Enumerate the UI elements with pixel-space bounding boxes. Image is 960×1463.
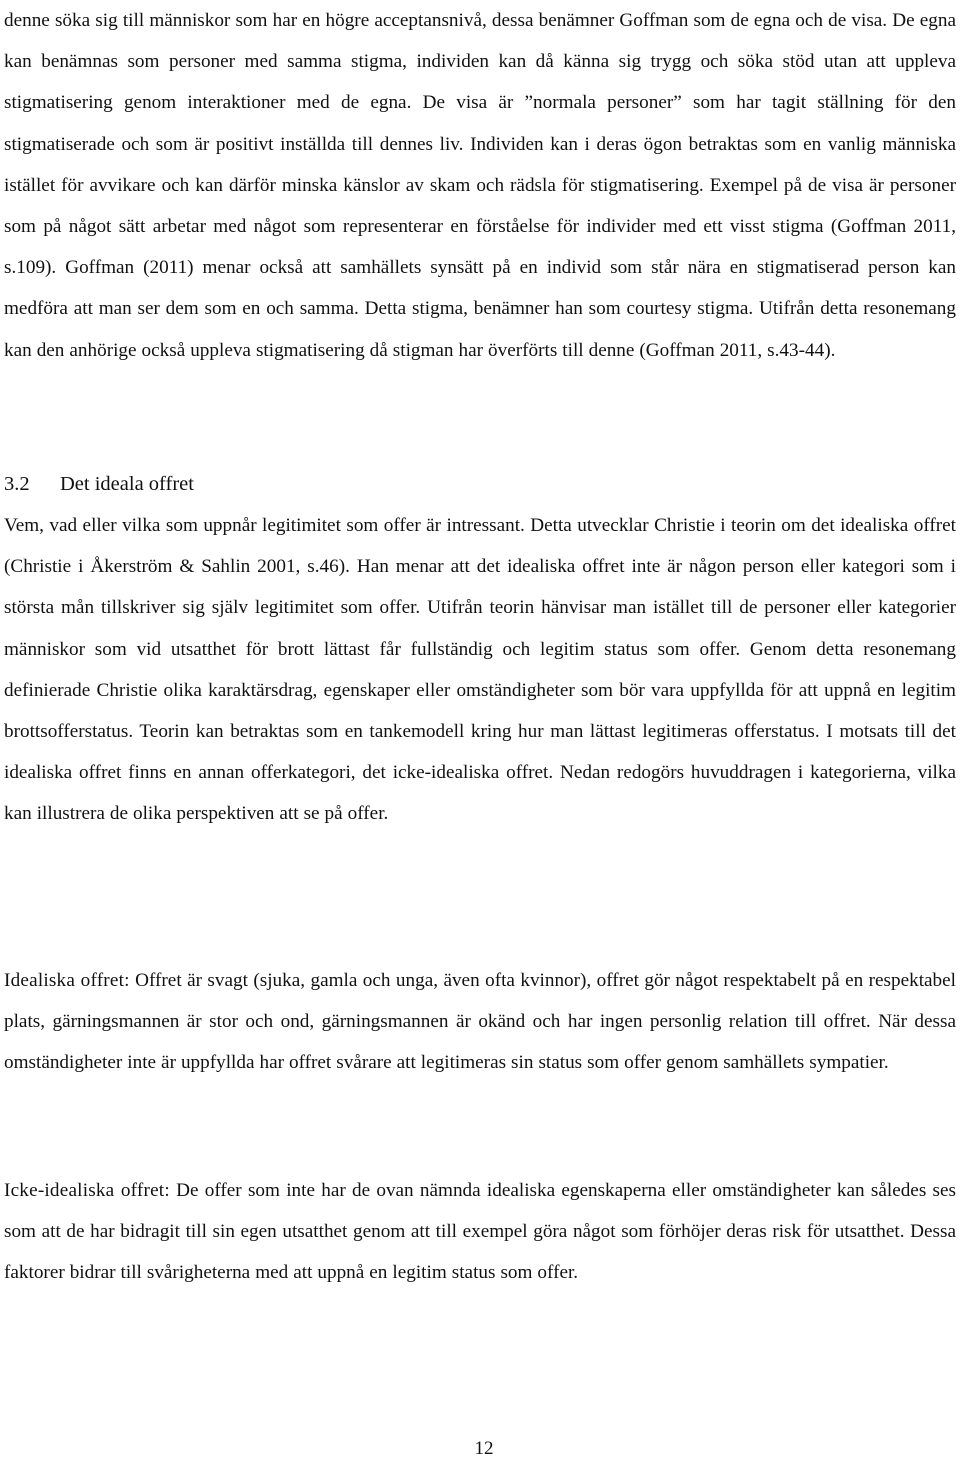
section-number: 3.2	[4, 473, 30, 495]
non-ideal-victim-text: De offer som inte har de ovan nämnda idealiska egenskaperna eller omständigheter kan således ses som att de har bidragit till sin egen utsatthet genom att till exempel göra något som förhöjer deras risk för utsatthet. Dessa faktorer bidrar till svårigheterna med att uppnå en legitim status som offer.	[4, 1180, 956, 1284]
body-paragraph-stigma: denne söka sig till människor som har en högre acceptansnivå, dessa benämner Goffman som de egna och de visa. De egna kan benämnas som personer med samma stigma, individen kan då känna sig trygg och söka stöd utan att uppleva stigmatisering genom interaktioner med de egna. De visa är ”normala personer” som har tagit ställning för den stigmatiserade och som är positivt inställda till dennes liv. Individen kan i deras ögon betraktas som en vanlig människa istället för avvikare och kan därför minska känslor av skam och rädsla för stigmatisering. Exempel på de visa är personer som på något sätt arbetar med något som representerar en förståelse för individer med ett visst stigma (Goffman 2011, s.109). Goffman (2011) menar också att samhällets synsätt på en individ som står nära en stigmatiserad person kan medföra att man ser dem som en och samma. Detta stigma, benämner han som courtesy stigma. Utifrån detta resonemang kan den anhörige också uppleva stigmatisering då stigman har överförts till denne (Goffman 2011, s.43-44).	[4, 10, 956, 361]
page-number: 12	[474, 1438, 494, 1459]
non-ideal-victim-definition	[4, 1170, 956, 1294]
section-heading	[4, 464, 194, 504]
ideal-victim-text: Offret är svagt (sjuka, gamla och unga, även ofta kvinnor), offret gör något respektabelt på en respektabel plats, gärningsmannen är stor och ond, gärningsmannen är okänd och har ingen personlig relation till offret. När dessa omständigheter inte är uppfyllda har offret svårare att legitimeras sin status som offer genom samhällets sympatier.	[4, 970, 956, 1074]
ideal-victim-definition	[4, 960, 956, 1084]
non-ideal-victim-label: Icke-idealiska offret:	[4, 1180, 170, 1201]
body-paragraph-ideal-victim: Vem, vad eller vilka som uppnår legitimitet som offer är intressant. Detta utvecklar Christie i teorin om det idealiska offret (Christie i Åkerström & Sahlin 2001, s.46). Han menar att det idealiska offret inte är någon person eller kategori som i största mån tillskriver sig själv legitimitet som offer. Utifrån teorin hänvisar man istället till de personer eller kategorier människor som vid utsatthet för brott lättast får fullständig och legitim status som offer. Genom detta resonemang definierade Christie olika karaktärsdrag, egenskaper eller omständigheter som bör vara uppfyllda för att uppnå en legitim brottsofferstatus. Teorin kan betraktas som en tankemodell kring hur man lättast legitimeras offerstatus. I motsats till det idealiska offret finns en annan offerkategori, det icke-idealiska offret. Nedan redogörs huvuddragen i kategorierna, vilka kan illustrera de olika perspektiven att se på offer.	[4, 515, 956, 825]
ideal-victim-label: Idealiska offret:	[4, 970, 130, 991]
section-title: Det ideala offret	[60, 473, 194, 495]
